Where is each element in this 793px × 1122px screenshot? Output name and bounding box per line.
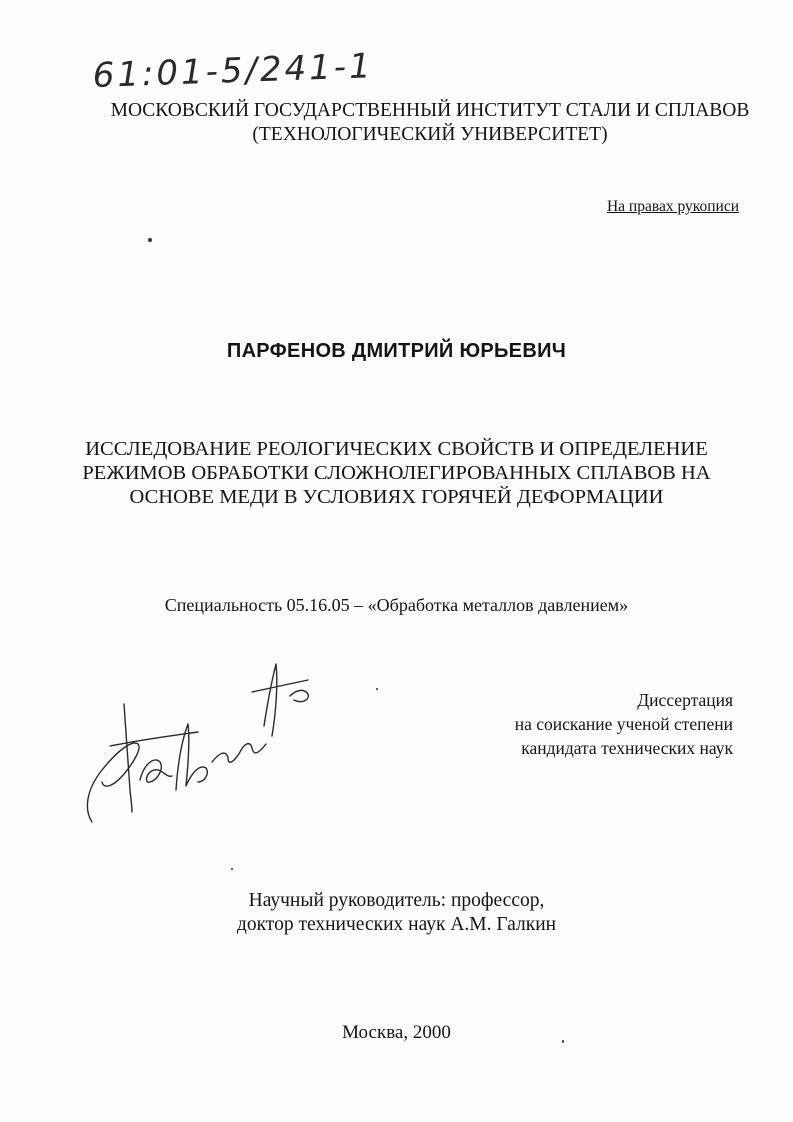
thesis-title-line: ИССЛЕДОВАНИЕ РЕОЛОГИЧЕСКИХ СВОЙСТВ И ОПРЕДЕЛЕНИЕ	[85, 438, 708, 460]
degree-line: на соискание ученой степени	[514, 714, 733, 734]
degree-line: кандидата технических наук	[521, 738, 733, 758]
institution-name: МОСКОВСКИЙ ГОСУДАРСТВЕННЫЙ ИНСТИТУТ СТАЛИ И СПЛАВОВ	[110, 100, 750, 121]
author-name: ПАРФЕНОВ ДМИТРИЙ ЮРЬЕВИЧ	[226, 340, 567, 362]
author-signature	[80, 640, 320, 830]
institution-subtitle: (ТЕХНОЛОГИЧЕСКИЙ УНИВЕРСИТЕТ)	[252, 124, 608, 145]
supervisor-line: Научный руководитель: профессор,	[248, 890, 545, 911]
scan-speck	[562, 1040, 564, 1043]
scan-speck	[231, 868, 233, 870]
city-year: Москва, 2000	[342, 1022, 451, 1043]
supervisor-line: доктор технических наук А.М. Галкин	[236, 914, 557, 935]
scan-speck	[148, 238, 152, 242]
thesis-title-line: РЕЖИМОВ ОБРАБОТКИ СЛОЖНОЛЕГИРОВАННЫХ СПЛАВОВ НА	[82, 462, 711, 484]
manuscript-rights-note: На правах рукописи	[606, 198, 739, 215]
specialty-line: Специальность 05.16.05 – «Обработка металлов давлением»	[164, 595, 629, 615]
degree-line: Диссертация	[637, 690, 733, 710]
scan-speck	[376, 688, 378, 690]
catalog-number-handwritten: 61:01-5/241-1	[92, 46, 375, 96]
thesis-title-line: ОСНОВЕ МЕДИ В УСЛОВИЯХ ГОРЯЧЕЙ ДЕФОРМАЦИИ	[129, 486, 664, 508]
